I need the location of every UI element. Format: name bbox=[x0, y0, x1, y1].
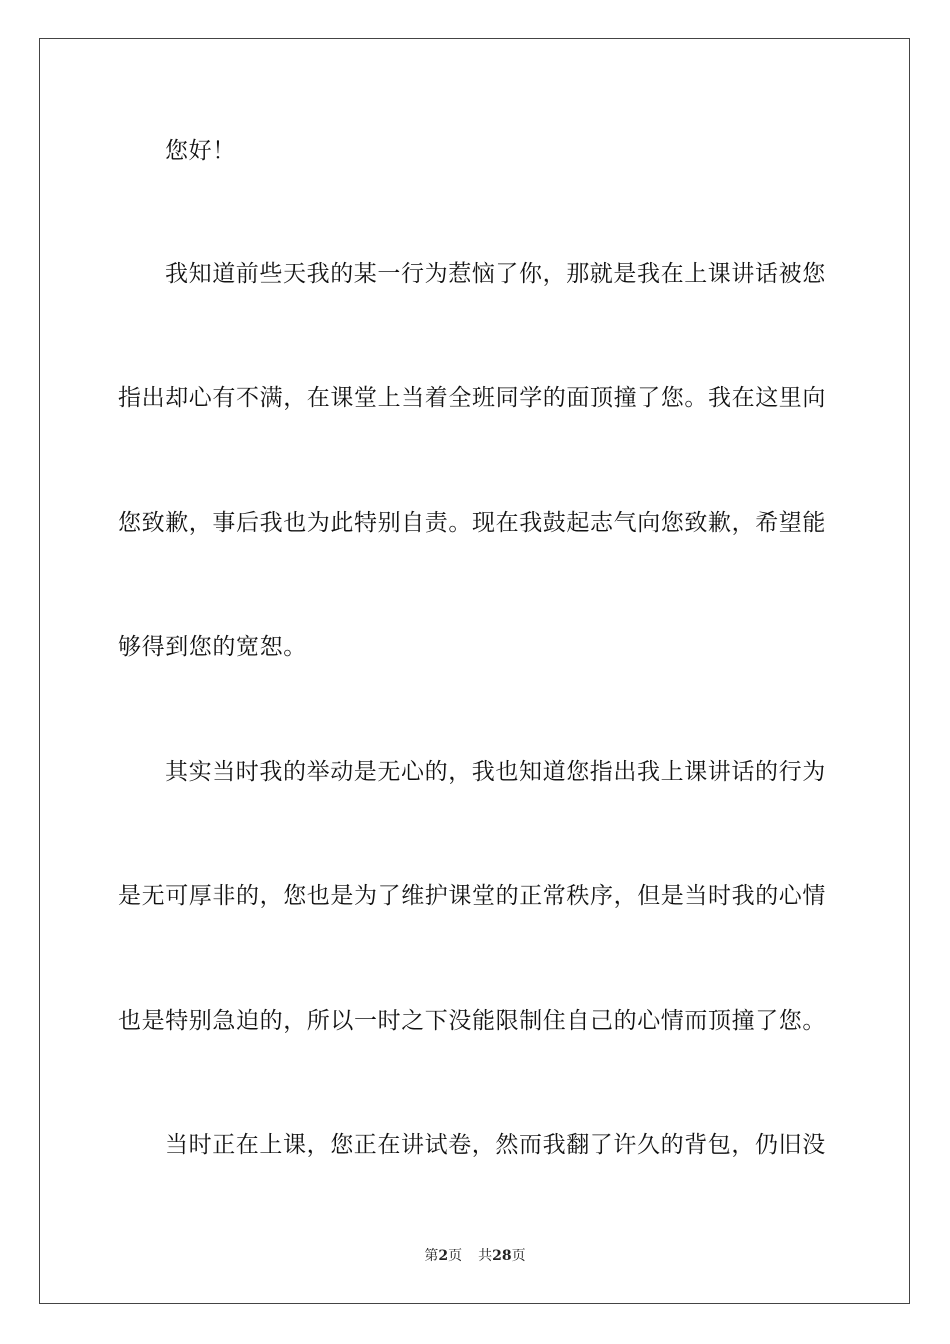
paragraph-line: 我知道前些天我的某一行为惹恼了你，那就是我在上课讲话被您 bbox=[165, 261, 826, 287]
total-prefix: 共 bbox=[478, 1248, 493, 1264]
paragraph-line: 其实当时我的举动是无心的，我也知道您指出我上课讲话的行为 bbox=[165, 759, 826, 785]
paragraph-line: 指出却心有不满，在课堂上当着全班同学的面顶撞了您。我在这里向 bbox=[118, 385, 826, 411]
page-footer bbox=[0, 1246, 950, 1266]
paragraph-line: 当时正在上课，您正在讲试卷，然而我翻了许久的背包，仍旧没 bbox=[165, 1132, 826, 1158]
paragraph-line: 是无可厚非的，您也是为了维护课堂的正常秩序，但是当时我的心情 bbox=[118, 883, 826, 909]
page-suffix: 页 bbox=[448, 1248, 463, 1264]
paragraph-line: 您致歉，事后我也为此特别自责。现在我鼓起志气向您致歉，希望能 bbox=[118, 510, 826, 536]
paragraph-line: 也是特别急迫的，所以一时之下没能限制住自己的心情而顶撞了您。 bbox=[118, 1008, 826, 1034]
paragraph-line: 够得到您的宽恕。 bbox=[118, 634, 307, 660]
total-suffix: 页 bbox=[511, 1248, 526, 1264]
page-prefix: 第 bbox=[424, 1248, 439, 1264]
current-page-number: 2 bbox=[438, 1248, 449, 1264]
greeting-line: 您好！ bbox=[165, 138, 236, 164]
total-page-number: 28 bbox=[492, 1248, 512, 1264]
page-border bbox=[39, 38, 910, 1304]
